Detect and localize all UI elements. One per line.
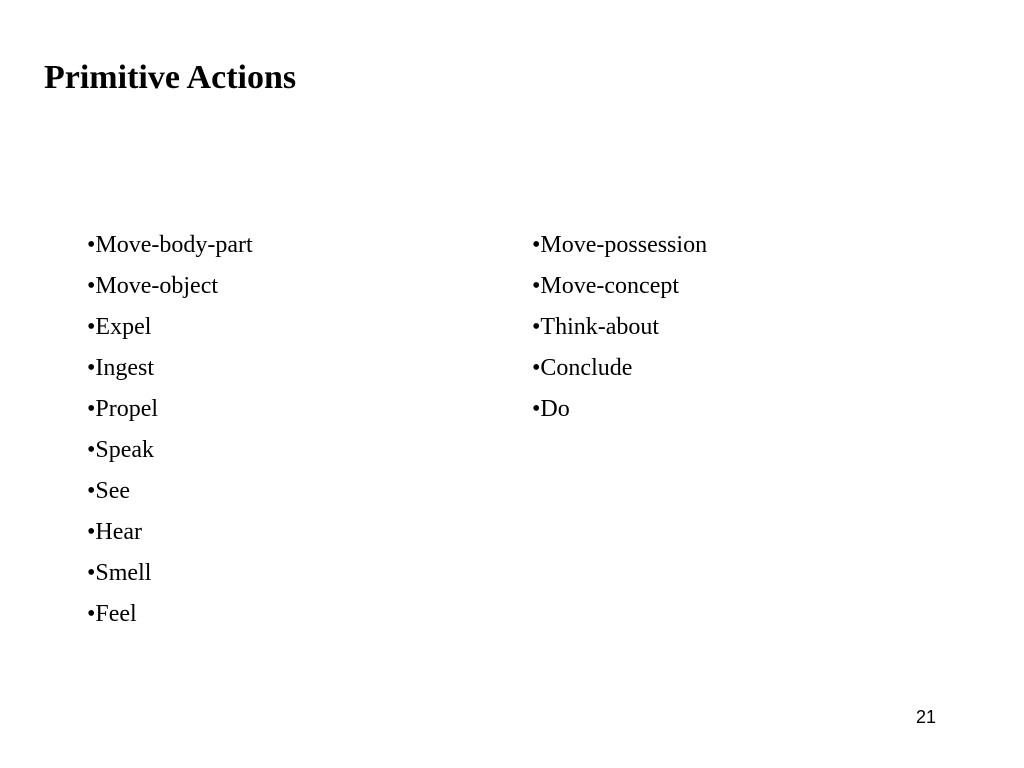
list-item: •Speak xyxy=(87,437,155,463)
list-item: •Move-concept xyxy=(532,273,680,299)
list-item: •Move-body-part xyxy=(87,232,253,258)
right-bullet-list xyxy=(532,225,707,430)
list-item: •Hear xyxy=(87,519,143,545)
list-item: •Do xyxy=(532,396,570,422)
list-item: •See xyxy=(87,478,131,504)
left-bullet-list xyxy=(87,225,253,635)
list-item: •Think-about xyxy=(532,314,660,340)
list-item: •Propel xyxy=(87,396,159,422)
list-item: •Move-possession xyxy=(532,232,708,258)
list-item: •Ingest xyxy=(87,355,155,381)
list-item: •Move-object xyxy=(87,273,219,299)
page-number: 21 xyxy=(915,707,936,727)
list-item: •Feel xyxy=(87,601,137,627)
list-item: •Conclude xyxy=(532,355,633,381)
slide-title: Primitive Actions xyxy=(44,59,297,96)
list-item: •Smell xyxy=(87,560,152,586)
list-item: •Expel xyxy=(87,314,152,340)
